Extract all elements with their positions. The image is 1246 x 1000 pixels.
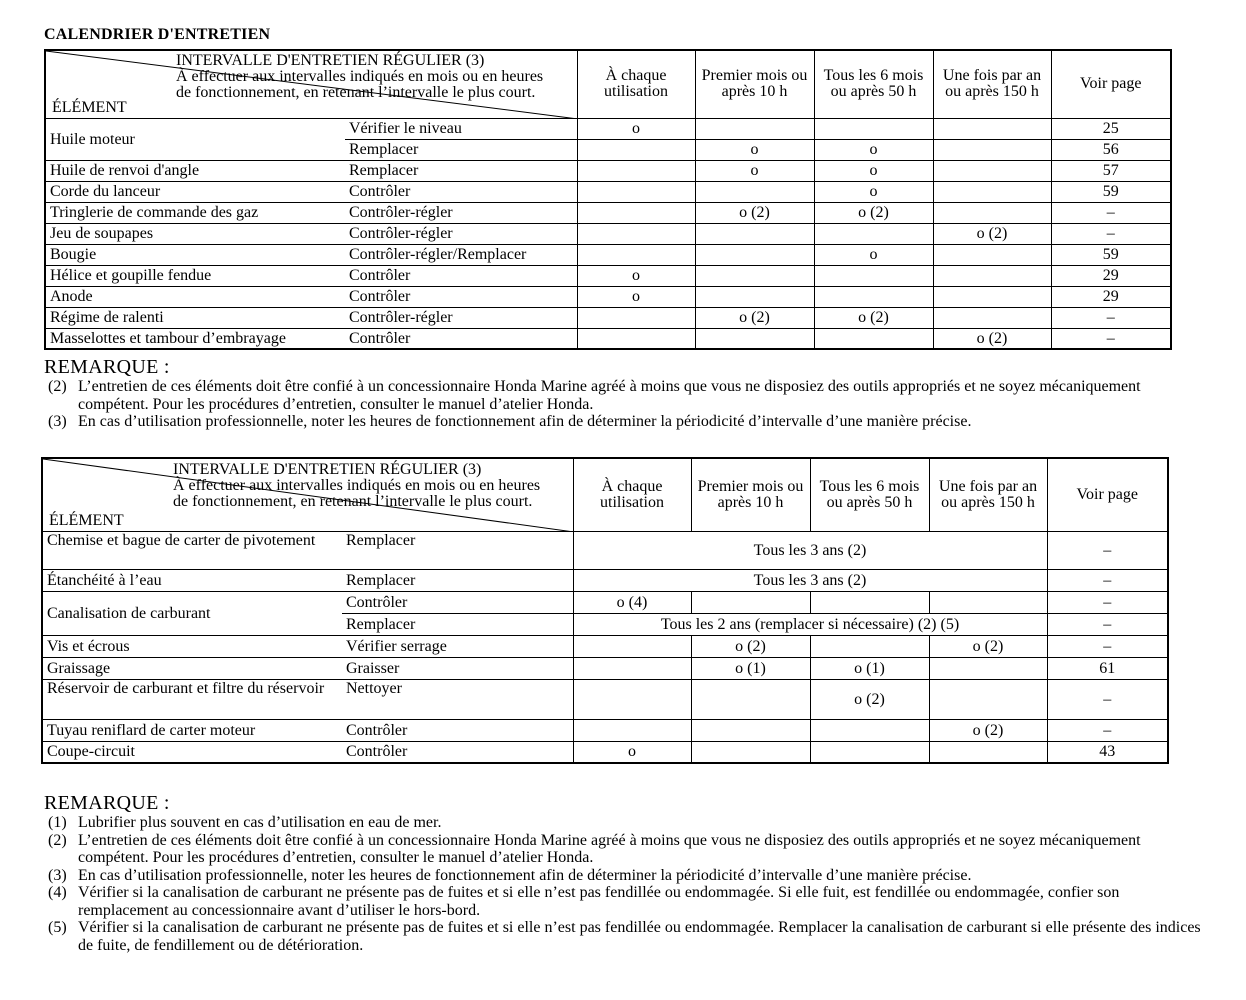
item-cell: Coupe-circuit xyxy=(42,741,342,763)
action-cell: Remplacer xyxy=(346,531,416,549)
table-row xyxy=(42,719,1168,741)
item-cell: Hélice et goupille fendue xyxy=(45,265,345,286)
first-month-cell: o xyxy=(695,160,814,181)
remark-note xyxy=(44,884,1208,919)
table-row xyxy=(45,223,1171,244)
remark-note xyxy=(44,867,1208,885)
six-months-cell xyxy=(814,328,933,349)
item-cell: Masselottes et tambour d’embrayage xyxy=(45,328,345,349)
item-cell: Tringlerie de commande des gaz xyxy=(45,202,345,223)
action-cell: Contrôler-régler xyxy=(345,202,577,223)
six-months-cell: o xyxy=(814,160,933,181)
action-cell: Vérifier serrage xyxy=(342,635,573,657)
page-cell: – xyxy=(1051,328,1171,349)
six-months-cell xyxy=(814,223,933,244)
six-months-cell xyxy=(814,265,933,286)
each-use-cell xyxy=(573,679,691,719)
action-cell: Contrôler-régler/Remplacer xyxy=(345,244,577,265)
first-month-cell: o xyxy=(695,139,814,160)
page-cell: – xyxy=(1047,719,1168,741)
table-row xyxy=(42,635,1168,657)
remark-note xyxy=(44,378,1208,413)
page-cell: – xyxy=(1047,635,1168,657)
each-use-cell xyxy=(577,181,695,202)
note-text: Vérifier si la canalisation de carburant ne présente pas de fuites et si elle n’est pas fendillée ou endommagée. Remplacer la canalisation de carburant si elle présente des indices de fuite, de fendillement ou de détérioration. xyxy=(78,919,1201,954)
note-text: L’entretien de ces éléments doit être confié à un concessionnaire Honda Marine agréé à moins que vous ne disposiez des outils appropriés et ne soyez mécaniquement compétent. Pour les procédures d’entretien, consulter le manuel d’atelier Honda. xyxy=(78,378,1141,413)
remark-note xyxy=(44,832,1208,867)
first-month-cell xyxy=(695,223,814,244)
page-cell: – xyxy=(1047,569,1168,591)
page-cell: – xyxy=(1047,679,1168,719)
table-header-row xyxy=(42,458,1168,531)
table-row xyxy=(45,181,1171,202)
col-yearly-header: Une fois par an ou après 150 h xyxy=(933,50,1051,118)
page-cell: – xyxy=(1051,307,1171,328)
action-cell: Contrôler xyxy=(345,328,577,349)
six-months-cell: o xyxy=(814,181,933,202)
page-cell: 57 xyxy=(1051,160,1171,181)
interval-span-cell: Tous les 2 ans (remplacer si nécessaire) (2) (5) xyxy=(573,613,1047,635)
yearly-cell xyxy=(933,286,1051,307)
action-cell: Contrôler-régler xyxy=(345,223,577,244)
each-use-cell: o xyxy=(577,118,695,139)
item-cell: Vis et écrous xyxy=(42,635,342,657)
first-month-cell xyxy=(695,181,814,202)
first-month-cell xyxy=(691,591,810,613)
interval-description xyxy=(173,462,540,510)
each-use-cell: o (4) xyxy=(573,591,691,613)
interval-line-2: de fonctionnement, en retenant l’intervalle le plus court. xyxy=(176,84,536,101)
each-use-cell xyxy=(577,307,695,328)
interval-title: INTERVALLE D'ENTRETIEN RÉGULIER (3) xyxy=(173,461,482,478)
page-cell: – xyxy=(1051,202,1171,223)
six-months-cell xyxy=(814,286,933,307)
page-cell: – xyxy=(1047,613,1168,635)
header-corner-cell xyxy=(42,458,573,531)
remarks-block-1 xyxy=(44,356,1208,431)
action-cell: Remplacer xyxy=(345,139,577,160)
yearly-cell xyxy=(929,741,1047,763)
page-cell: 25 xyxy=(1051,118,1171,139)
first-month-cell: o (2) xyxy=(691,635,810,657)
each-use-cell: o xyxy=(577,265,695,286)
six-months-cell: o xyxy=(814,139,933,160)
action-cell: Contrôler xyxy=(342,741,573,763)
interval-line-1: À effectuer aux intervalles indiqués en mois ou en heures xyxy=(176,68,544,85)
col-each-use-header: À chaque utilisation xyxy=(577,50,695,118)
remark-note xyxy=(44,413,1208,431)
yearly-cell: o (2) xyxy=(933,328,1051,349)
table-row xyxy=(45,286,1171,307)
yearly-cell xyxy=(933,181,1051,202)
note-number: (5) xyxy=(48,919,67,936)
item-cell: Anode xyxy=(45,286,345,307)
note-number: (2) xyxy=(48,831,67,849)
page-cell: 43 xyxy=(1047,741,1168,763)
note-number: (4) xyxy=(48,884,67,901)
yearly-cell xyxy=(933,160,1051,181)
each-use-cell xyxy=(577,139,695,160)
table-row xyxy=(45,160,1171,181)
page-cell: – xyxy=(1047,591,1168,613)
item-cell: Huile moteur xyxy=(50,130,135,148)
page-title: CALENDRIER D'ENTRETIEN xyxy=(44,26,271,43)
item-cell: Chemise et bague de carter de pivotement xyxy=(47,531,316,549)
remarks-block-2 xyxy=(44,792,1208,954)
six-months-cell xyxy=(810,591,929,613)
yearly-cell xyxy=(933,265,1051,286)
col-yearly-header: Une fois par an ou après 150 h xyxy=(929,458,1047,531)
six-months-cell: o xyxy=(814,244,933,265)
each-use-cell xyxy=(577,202,695,223)
note-text: En cas d’utilisation professionnelle, noter les heures de fonctionnement afin de déterminer la périodicité d’intervalle d’une manière précise. xyxy=(78,413,972,430)
six-months-cell xyxy=(810,635,929,657)
yearly-cell: o (2) xyxy=(929,719,1047,741)
item-cell: Bougie xyxy=(45,244,345,265)
element-header: ÉLÉMENT xyxy=(52,98,127,116)
table-row xyxy=(42,531,1168,569)
first-month-cell xyxy=(695,118,814,139)
action-cell: Vérifier le niveau xyxy=(349,120,462,137)
col-six-months-header: Tous les 6 mois ou après 50 h xyxy=(810,458,929,531)
six-months-cell: o (2) xyxy=(814,202,933,223)
first-month-cell xyxy=(695,286,814,307)
note-number: (3) xyxy=(48,866,67,884)
table-row xyxy=(42,569,1168,591)
each-use-cell xyxy=(573,657,691,679)
yearly-cell xyxy=(933,139,1051,160)
page-cell: 59 xyxy=(1051,181,1171,202)
note-text: En cas d’utilisation professionnelle, noter les heures de fonctionnement afin de déterminer la périodicité d’intervalle d’une manière précise. xyxy=(78,866,972,884)
yearly-cell: o (2) xyxy=(933,223,1051,244)
note-number: (3) xyxy=(48,413,67,430)
item-cell: Régime de ralenti xyxy=(45,307,345,328)
item-cell: Étanchéité à l’eau xyxy=(42,569,342,591)
table-row xyxy=(42,591,1168,613)
six-months-cell xyxy=(810,741,929,763)
col-each-use-header: À chaque utilisation xyxy=(573,458,691,531)
table-row xyxy=(45,265,1171,286)
table-row xyxy=(42,657,1168,679)
note-text: Lubrifier plus souvent en cas d’utilisation en eau de mer. xyxy=(78,814,442,831)
first-month-cell xyxy=(695,265,814,286)
page-cell: – xyxy=(1047,531,1168,569)
yearly-cell xyxy=(929,591,1047,613)
each-use-cell xyxy=(577,328,695,349)
action-cell: Remplacer xyxy=(345,160,577,181)
action-cell: Contrôler xyxy=(342,719,573,741)
item-cell: Huile de renvoi d'angle xyxy=(45,160,345,181)
each-use-cell xyxy=(573,719,691,741)
first-month-cell: o (2) xyxy=(695,307,814,328)
six-months-cell xyxy=(810,719,929,741)
item-cell: Jeu de soupapes xyxy=(45,223,345,244)
element-header: ÉLÉMENT xyxy=(49,511,124,529)
item-cell: Tuyau reniflard de carter moteur xyxy=(42,719,342,741)
remark-note xyxy=(44,814,1208,832)
each-use-cell xyxy=(577,223,695,244)
page-cell: 59 xyxy=(1051,244,1171,265)
action-cell: Remplacer xyxy=(342,613,573,635)
table-header-row xyxy=(45,50,1171,118)
table-row xyxy=(45,202,1171,223)
first-month-cell xyxy=(691,741,810,763)
maintenance-table-1 xyxy=(44,49,1172,350)
col-first-month-header: Premier mois ou après 10 h xyxy=(691,458,810,531)
note-text: Vérifier si la canalisation de carburant ne présente pas de fuites et si elle n’est pas fendillée ou endommagée. Si elle fuit, est fendillée ou endommagée, confier son remplacement au concessionnaire avant d’utiliser le hors-bord. xyxy=(78,884,1120,919)
maintenance-table-2 xyxy=(41,457,1169,764)
yearly-cell xyxy=(933,307,1051,328)
first-month-cell xyxy=(695,328,814,349)
item-cell: Graissage xyxy=(42,657,342,679)
col-page-header: Voir page xyxy=(1047,458,1168,531)
table-row xyxy=(45,244,1171,265)
action-cell: Remplacer xyxy=(342,569,573,591)
first-month-cell xyxy=(691,719,810,741)
interval-title: INTERVALLE D'ENTRETIEN RÉGULIER (3) xyxy=(176,52,485,69)
page-cell: 56 xyxy=(1051,139,1171,160)
yearly-cell xyxy=(929,679,1047,719)
table-row xyxy=(45,307,1171,328)
action-cell: Graisser xyxy=(342,657,573,679)
header-corner-cell xyxy=(45,50,577,118)
table-row xyxy=(42,679,1168,719)
remark-heading: REMARQUE : xyxy=(44,356,170,378)
remark-heading: REMARQUE : xyxy=(44,792,170,814)
each-use-cell: o xyxy=(577,286,695,307)
interval-span-cell: Tous les 3 ans (2) xyxy=(573,531,1047,569)
page-cell: 61 xyxy=(1047,657,1168,679)
remark-note xyxy=(44,919,1208,954)
note-number: (2) xyxy=(48,378,67,395)
note-number: (1) xyxy=(48,814,67,831)
each-use-cell xyxy=(577,160,695,181)
table-row xyxy=(42,741,1168,763)
yearly-cell xyxy=(933,202,1051,223)
six-months-cell xyxy=(814,118,933,139)
first-month-cell: o (2) xyxy=(695,202,814,223)
page-cell: – xyxy=(1051,223,1171,244)
interval-span-cell: Tous les 3 ans (2) xyxy=(573,569,1047,591)
action-cell: Contrôler xyxy=(345,286,577,307)
yearly-cell xyxy=(933,244,1051,265)
first-month-cell xyxy=(691,679,810,719)
yearly-cell: o (2) xyxy=(929,635,1047,657)
note-text: L’entretien de ces éléments doit être confié à un concessionnaire Honda Marine agréé à moins que vous ne disposiez des outils appropriés et ne soyez mécaniquement compétent. Pour les procédures d’entretien, consulter le manuel d’atelier Honda. xyxy=(78,831,1141,866)
table-row xyxy=(45,328,1171,349)
page-cell: 29 xyxy=(1051,265,1171,286)
six-months-cell: o (2) xyxy=(810,679,929,719)
first-month-cell xyxy=(695,244,814,265)
col-page-header: Voir page xyxy=(1051,50,1171,118)
each-use-cell xyxy=(577,244,695,265)
interval-line-1: À effectuer aux intervalles indiqués en mois ou en heures xyxy=(173,477,541,494)
six-months-cell: o (1) xyxy=(810,657,929,679)
six-months-cell: o (2) xyxy=(814,307,933,328)
each-use-cell: o xyxy=(573,741,691,763)
yearly-cell xyxy=(929,657,1047,679)
action-cell: Contrôler xyxy=(345,181,577,202)
action-cell: Contrôler xyxy=(345,265,577,286)
yearly-cell xyxy=(933,118,1051,139)
item-cell: Canalisation de carburant xyxy=(42,591,342,635)
action-cell: Contrôler-régler xyxy=(345,307,577,328)
action-cell: Contrôler xyxy=(342,591,573,613)
item-cell: Réservoir de carburant et filtre du réservoir xyxy=(42,679,342,719)
page-cell: 29 xyxy=(1051,286,1171,307)
first-month-cell: o (1) xyxy=(691,657,810,679)
col-six-months-header: Tous les 6 mois ou après 50 h xyxy=(814,50,933,118)
interval-description xyxy=(176,53,543,101)
table-row xyxy=(45,118,1171,139)
each-use-cell xyxy=(573,635,691,657)
action-cell: Nettoyer xyxy=(342,679,573,719)
col-first-month-header: Premier mois ou après 10 h xyxy=(695,50,814,118)
item-cell: Corde du lanceur xyxy=(45,181,345,202)
interval-line-2: de fonctionnement, en retenant l’intervalle le plus court. xyxy=(173,493,533,510)
